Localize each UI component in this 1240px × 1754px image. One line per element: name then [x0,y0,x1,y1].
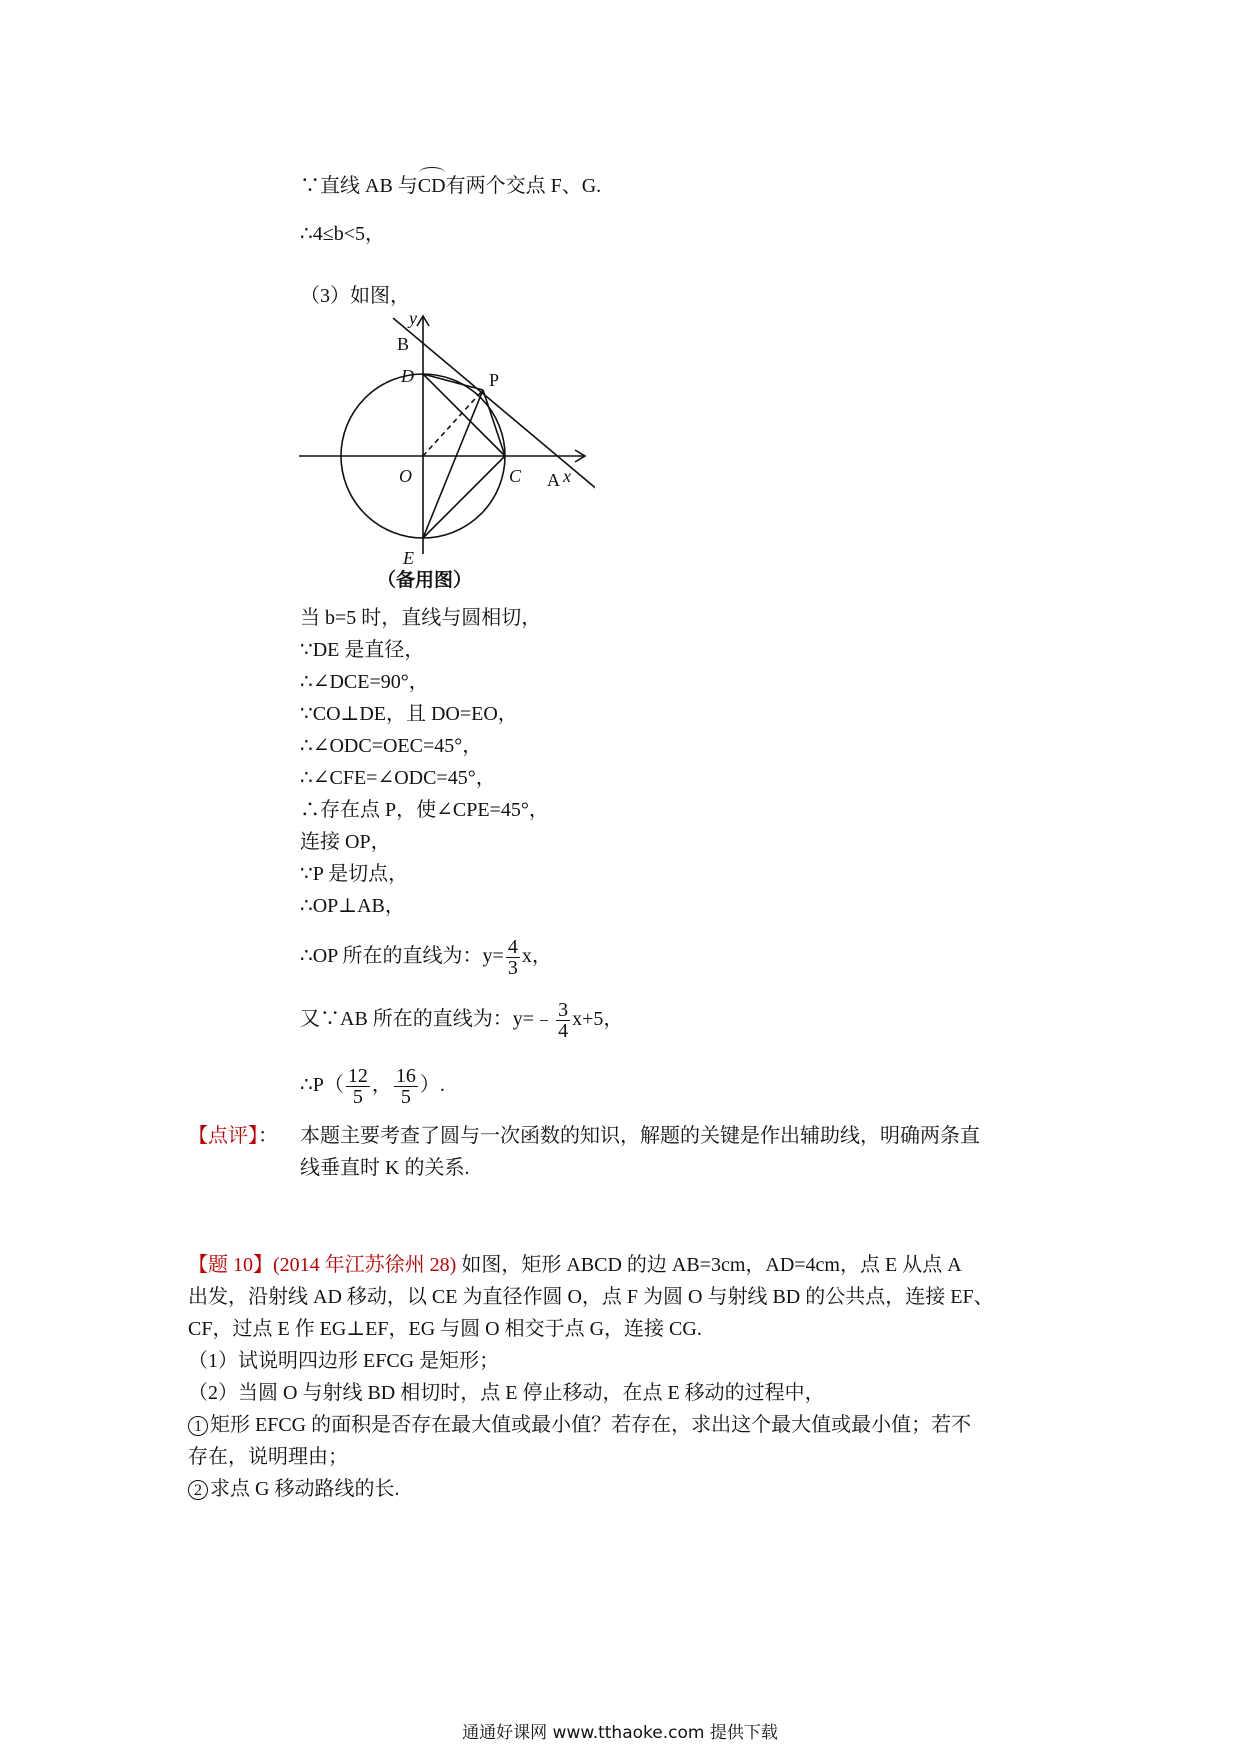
segment-pe [423,390,483,538]
solution-line-5: ∵DE 是直径， [300,639,425,661]
comment-tag: 【点评】： [188,1125,278,1147]
label-y: y [409,310,417,328]
problem-line-2: 出发，沿射线 AD 移动，以 CE 为直径作圆 O，点 F 为圆 O 与射线 BD 的公共点，连接 EF、 [188,1286,994,1308]
label-c: C [509,466,522,486]
solution-line-2: ∴4≤b<5， [300,223,385,245]
solution-line-9: ∴∠CFE=∠ODC=45°， [300,767,496,789]
question-1: （1）试说明四边形 EFCG 是矩形； [188,1350,500,1372]
solution-line-6: ∴∠DCE=90°， [300,671,429,693]
arc-cd: CD [417,175,446,197]
solution-line-8: ∴∠ODC=OEC=45°， [300,735,483,757]
circled-number-1: 1 [188,1416,208,1436]
solution-line-4: 当 b=5 时，直线与圆相切， [300,607,542,629]
label-o: O [399,466,412,486]
solution-line-16: ∴P（ $\frac{12}{5}$ ， $\frac{16}{5}$ ）. [300,1065,445,1108]
solution-line-14: ∴OP 所在的直线为：y= $\frac{4}{3}$ x， [300,936,552,979]
solution-line-12: ∵P 是切点， [300,863,409,885]
question-2b: 2 求点 G 移动路线的长. [188,1476,399,1502]
question-2a-line-2: 存在，说明理由； [188,1446,348,1468]
solution-line-3: （3）如图， [300,285,410,307]
fraction-12-5: $\frac{12}{5}$ [347,1065,368,1108]
figure-caption: （备用图） [377,569,473,590]
page-footer: 通通好课网 www.tthaoke.com 提供下载 [462,1723,778,1743]
question-2a-line-1: 1 矩形 EFCG 的面积是否存在最大值或最小值？若存在，求出这个最大值或最小值；若不 [188,1412,971,1438]
solution-line-7: ∵CO⊥DE，且 DO=EO， [300,703,518,725]
fraction-3-4: $\frac{3}{4}$ [558,999,569,1042]
label-d: D [401,366,414,386]
solution-line-11: 连接 OP， [300,831,391,853]
label-a: A [547,470,560,490]
label-x: x [563,466,571,486]
label-p: P [489,370,500,390]
solution-line-15: 又∵AB 所在的直线为：y=﹣ $\frac{3}{4}$ x+5， [300,999,624,1042]
fraction-16-5: $\frac{16}{5}$ [395,1065,416,1108]
solution-line-13: ∴OP⊥AB， [300,895,405,917]
problem-line-3: CF，过点 E 作 EG⊥EF，EG 与圆 O 相交于点 G，连接 CG. [188,1318,702,1340]
solution-line-1: ∵直线 AB 与CD有两个交点 F、G. [300,175,602,197]
segment-op [423,390,483,456]
label-e: E [403,548,414,568]
circled-number-2: 2 [188,1480,208,1500]
question-2: （2）当圆 O 与射线 BD 相切时，点 E 停止移动，在点 E 移动的过程中， [188,1382,825,1404]
comment-line-2: 线垂直时 K 的关系. [300,1157,470,1179]
problem-tag: 【题 10】 [188,1254,273,1276]
problem-line-1: 【题 10】(2014 年江苏徐州 28) 如图，矩形 ABCD 的边 AB=3cm，AD=4cm，点 E 从点 A [188,1254,962,1276]
geometry-figure [295,310,595,590]
solution-line-10: ∴存在点 P，使∠CPE=45°， [300,799,549,821]
comment-line-1: 本题主要考查了圆与一次函数的知识，解题的关键是作出辅助线，明确两条直 [300,1125,980,1147]
label-b: B [397,334,410,354]
segment-ec [423,456,505,538]
problem-source: (2014 年江苏徐州 28) [273,1254,457,1276]
fraction-4-3: $\frac{4}{3}$ [507,936,518,979]
